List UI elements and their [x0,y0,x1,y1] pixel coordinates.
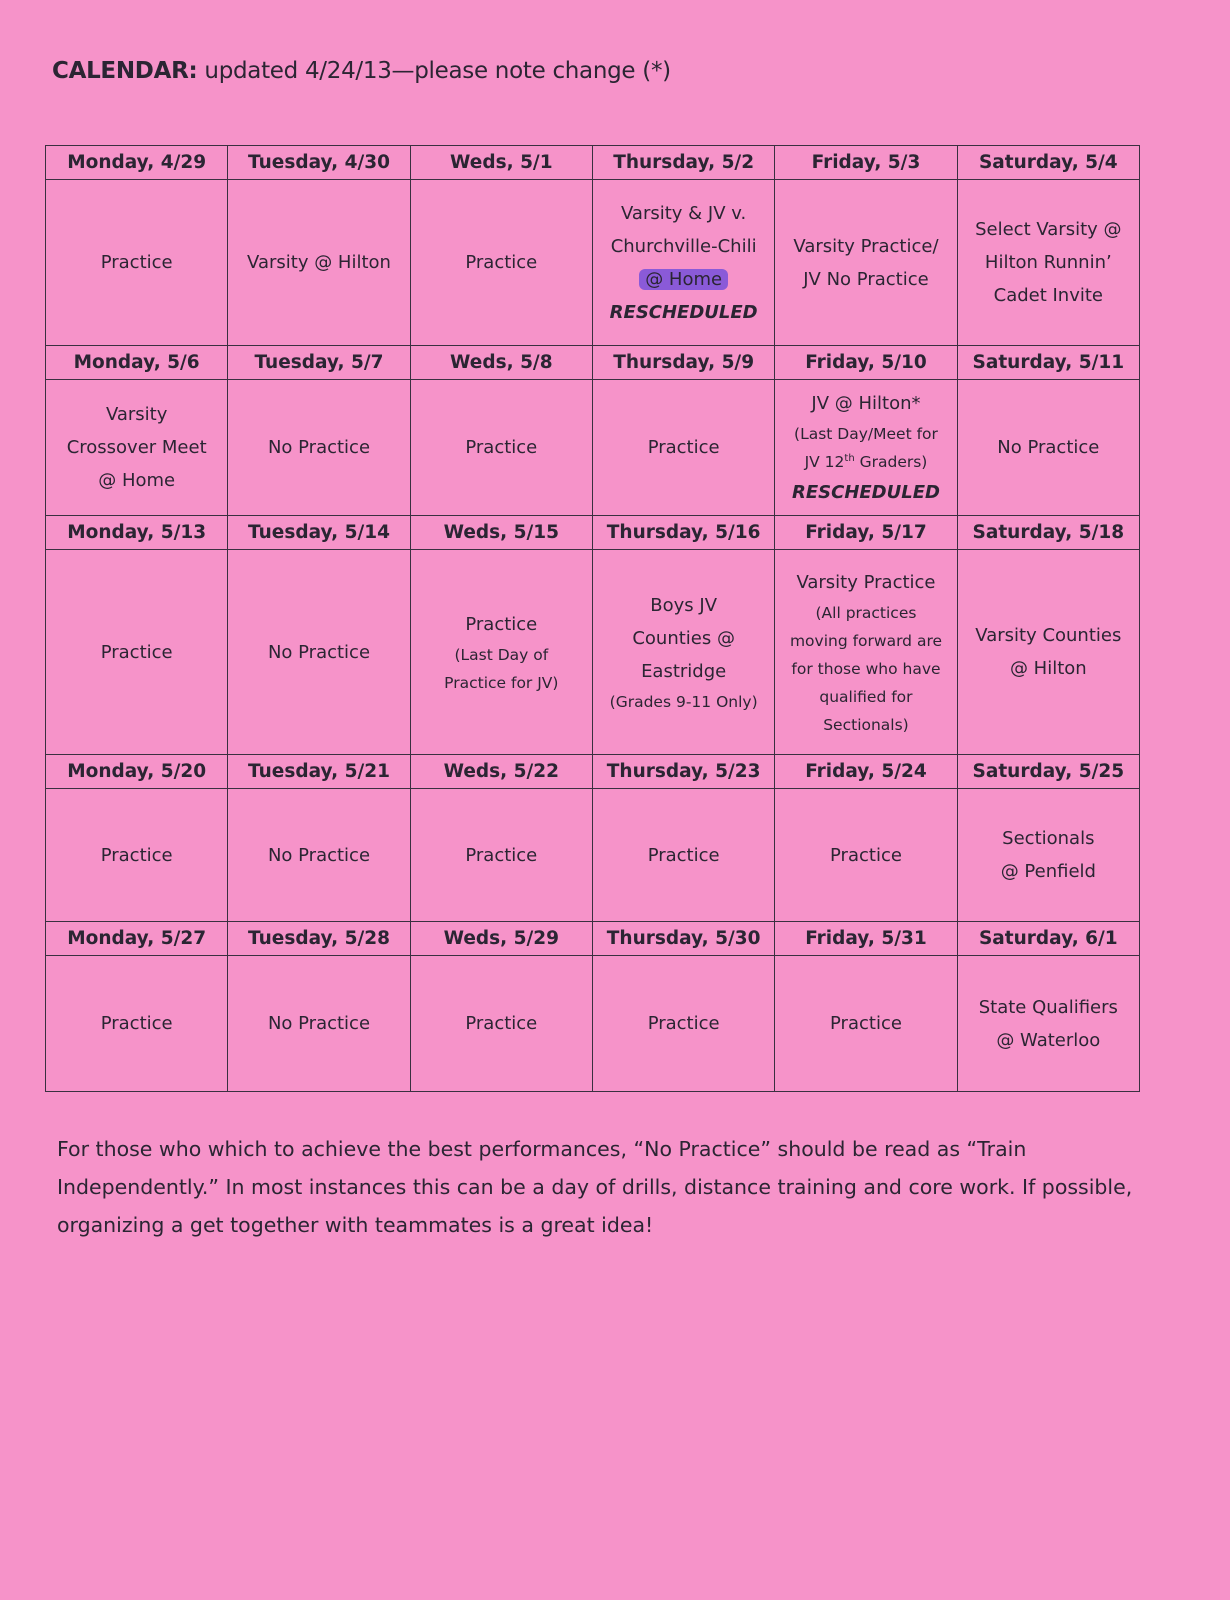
event-text: Varsity & JV v. [621,202,747,224]
event-line [962,619,1135,652]
event-line [779,566,952,599]
week-header-row [46,346,1140,380]
day-header: Tuesday, 5/28 [228,922,410,956]
event-line [962,431,1135,464]
event-text: @ Home [98,470,176,491]
day-cell [228,956,410,1092]
day-cell [957,180,1139,346]
week-events-row [46,789,1140,922]
day-cell [775,380,957,516]
event-text: Sectionals) [823,715,909,734]
event-text: Practice [100,641,173,663]
day-cell [775,180,957,346]
event-text: Churchville-Chili [610,235,757,257]
day-header: Saturday, 5/18 [957,516,1139,550]
event-text: Varsity Practice/ [793,235,939,257]
event-text: Practice [465,613,538,635]
event-line [597,1007,770,1040]
day-header: Monday, 5/6 [46,346,228,380]
event-text: Hilton Runnin’ [984,252,1112,273]
event-text: Graders) [854,452,928,471]
event-text: Varsity Counties [975,625,1122,646]
event-text: RESCHEDULED [609,301,758,323]
event-line [232,839,405,872]
event-line [50,464,223,497]
event-text: (All practices [815,603,917,622]
event-line [232,1007,405,1040]
event-line [597,197,770,230]
event-line [597,655,770,688]
event-line [415,839,588,872]
day-cell [592,550,774,755]
event-text: Boys JV [650,594,718,616]
day-cell [46,180,228,346]
event-line [50,246,223,279]
highlighted-location: @ Home [639,269,728,290]
day-header: Tuesday, 5/14 [228,516,410,550]
event-text: Practice [465,252,538,273]
day-cell [228,180,410,346]
event-line [50,431,223,464]
event-text: No Practice [267,1013,371,1034]
event-line [962,279,1135,312]
event-line [779,230,952,263]
event-text: Practice [647,437,720,458]
day-cell [46,550,228,755]
day-cell [592,956,774,1092]
event-text: Practice [100,1013,173,1034]
event-text: RESCHEDULED [791,481,940,503]
day-cell [410,789,592,922]
event-line [779,420,952,448]
day-header: Weds, 5/29 [410,922,592,956]
event-line [415,1007,588,1040]
event-text: Practice [647,1013,720,1034]
event-text: Practice [465,437,538,458]
week-events-row [46,550,1140,755]
event-text: @ Penfield [1000,861,1096,882]
event-line [597,839,770,872]
event-line [415,431,588,464]
event-line [50,398,223,431]
event-text: @ Waterloo [996,1029,1101,1051]
event-text: Practice [465,844,538,866]
calendar-label: CALENDAR: [52,58,198,84]
week-header-row [46,146,1140,180]
event-text: Practice for JV) [444,673,559,692]
event-line [597,622,770,655]
day-header: Friday, 5/17 [775,516,957,550]
day-cell [46,789,228,922]
day-cell [410,550,592,755]
day-header: Saturday, 5/4 [957,146,1139,180]
event-text: Varsity Practice [796,571,936,593]
event-text: No Practice [267,437,371,458]
day-header: Monday, 5/13 [46,516,228,550]
event-line [779,711,952,739]
day-cell [46,380,228,516]
day-header: Tuesday, 5/7 [228,346,410,380]
event-line [779,839,952,872]
event-text: Practice [100,844,173,866]
event-line [962,213,1135,246]
event-text: Practice [100,252,173,273]
event-text: No Practice [267,641,371,663]
week-events-row [46,956,1140,1092]
event-line [779,387,952,420]
calendar-update-note: updated 4/24/13—please note change (*) [197,58,671,84]
day-cell [410,180,592,346]
event-line [597,688,770,716]
event-text: Varsity [105,404,168,425]
event-text: for those who have [791,659,941,678]
event-line [415,669,588,697]
day-header: Weds, 5/1 [410,146,592,180]
event-text: Cadet Invite [993,285,1104,306]
day-header: Friday, 5/31 [775,922,957,956]
event-line [779,655,952,683]
event-line [962,652,1135,685]
day-cell [775,550,957,755]
day-header: Tuesday, 4/30 [228,146,410,180]
event-line [779,627,952,655]
day-cell [228,380,410,516]
footer-note: For those who which to achieve the best performances, “No Practice” should be read as “Train Independently.” In most instances this can be a day of drills, distance training and core work. If possible, organizing a get together with teammates is a great idea! [57,1137,1133,1237]
day-cell [592,380,774,516]
day-cell [957,380,1139,516]
event-line [779,448,952,476]
event-line [962,1024,1135,1057]
day-cell [228,550,410,755]
event-line [232,246,405,279]
day-header: Thursday, 5/23 [592,755,774,789]
day-header: Monday, 5/20 [46,755,228,789]
event-line [415,641,588,669]
event-text: (Last Day of [454,645,549,664]
day-header: Saturday, 5/11 [957,346,1139,380]
event-line [415,246,588,279]
event-line [50,1007,223,1040]
week-events-row [46,380,1140,516]
event-line [597,589,770,622]
event-line [779,263,952,296]
event-text: qualified for [819,687,913,706]
event-text: Practice [830,844,902,866]
day-cell [775,789,957,922]
event-line [597,296,770,329]
day-header: Friday, 5/24 [775,755,957,789]
day-header: Saturday, 6/1 [957,922,1139,956]
day-header: Monday, 4/29 [46,146,228,180]
event-text: (Grades 9-11 Only) [609,692,758,711]
day-cell [228,789,410,922]
day-cell [592,180,774,346]
event-line [232,431,405,464]
event-text: Eastridge [641,660,727,682]
day-cell [957,956,1139,1092]
week-header-row [46,922,1140,956]
event-text: Select Varsity @ [975,219,1122,240]
event-line [962,855,1135,888]
event-text: Practice [647,844,720,866]
day-cell [957,550,1139,755]
event-line [779,599,952,627]
event-text: JV No Practice [803,268,929,290]
week-header-row [46,755,1140,789]
day-header: Weds, 5/15 [410,516,592,550]
event-line [779,476,952,509]
event-line [415,608,588,641]
event-text: @ Hilton [1009,658,1087,679]
event-line [962,822,1135,855]
event-line [962,246,1135,279]
event-line [50,839,223,872]
event-line [962,991,1135,1024]
day-header: Saturday, 5/25 [957,755,1139,789]
event-line [50,636,223,669]
day-header: Weds, 5/8 [410,346,592,380]
event-text: State Qualifiers [978,996,1118,1018]
event-text: No Practice [267,844,371,866]
event-text: Practice [830,1013,902,1034]
day-header: Thursday, 5/30 [592,922,774,956]
superscript: th [844,452,855,464]
event-line [597,230,770,263]
event-text: moving forward are [789,631,943,650]
day-cell [592,789,774,922]
event-text: Practice [465,1013,538,1034]
week-header-row [46,516,1140,550]
day-cell [775,956,957,1092]
day-cell [410,380,592,516]
day-header: Thursday, 5/9 [592,346,774,380]
practice-calendar-table [45,145,1140,1092]
day-header: Thursday, 5/16 [592,516,774,550]
event-line [232,636,405,669]
event-text: JV 12 [804,452,845,471]
day-header: Friday, 5/3 [775,146,957,180]
event-text: JV @ Hilton* [811,392,921,414]
day-cell [46,956,228,1092]
event-line [597,263,770,296]
day-header: Thursday, 5/2 [592,146,774,180]
event-line [779,683,952,711]
day-header: Friday, 5/10 [775,346,957,380]
event-line [779,1007,952,1040]
event-text: No Practice [997,437,1100,458]
event-line [597,431,770,464]
event-text: Counties @ [632,627,735,649]
event-text: Sectionals [1002,828,1095,849]
day-header: Monday, 5/27 [46,922,228,956]
calendar-title [52,58,671,84]
day-header: Weds, 5/22 [410,755,592,789]
day-cell [957,789,1139,922]
event-text: Varsity @ Hilton [247,252,391,273]
event-text: Crossover Meet [66,437,207,458]
event-text: (Last Day/Meet for [794,424,938,443]
day-header: Tuesday, 5/21 [228,755,410,789]
day-cell [410,956,592,1092]
week-events-row [46,180,1140,346]
